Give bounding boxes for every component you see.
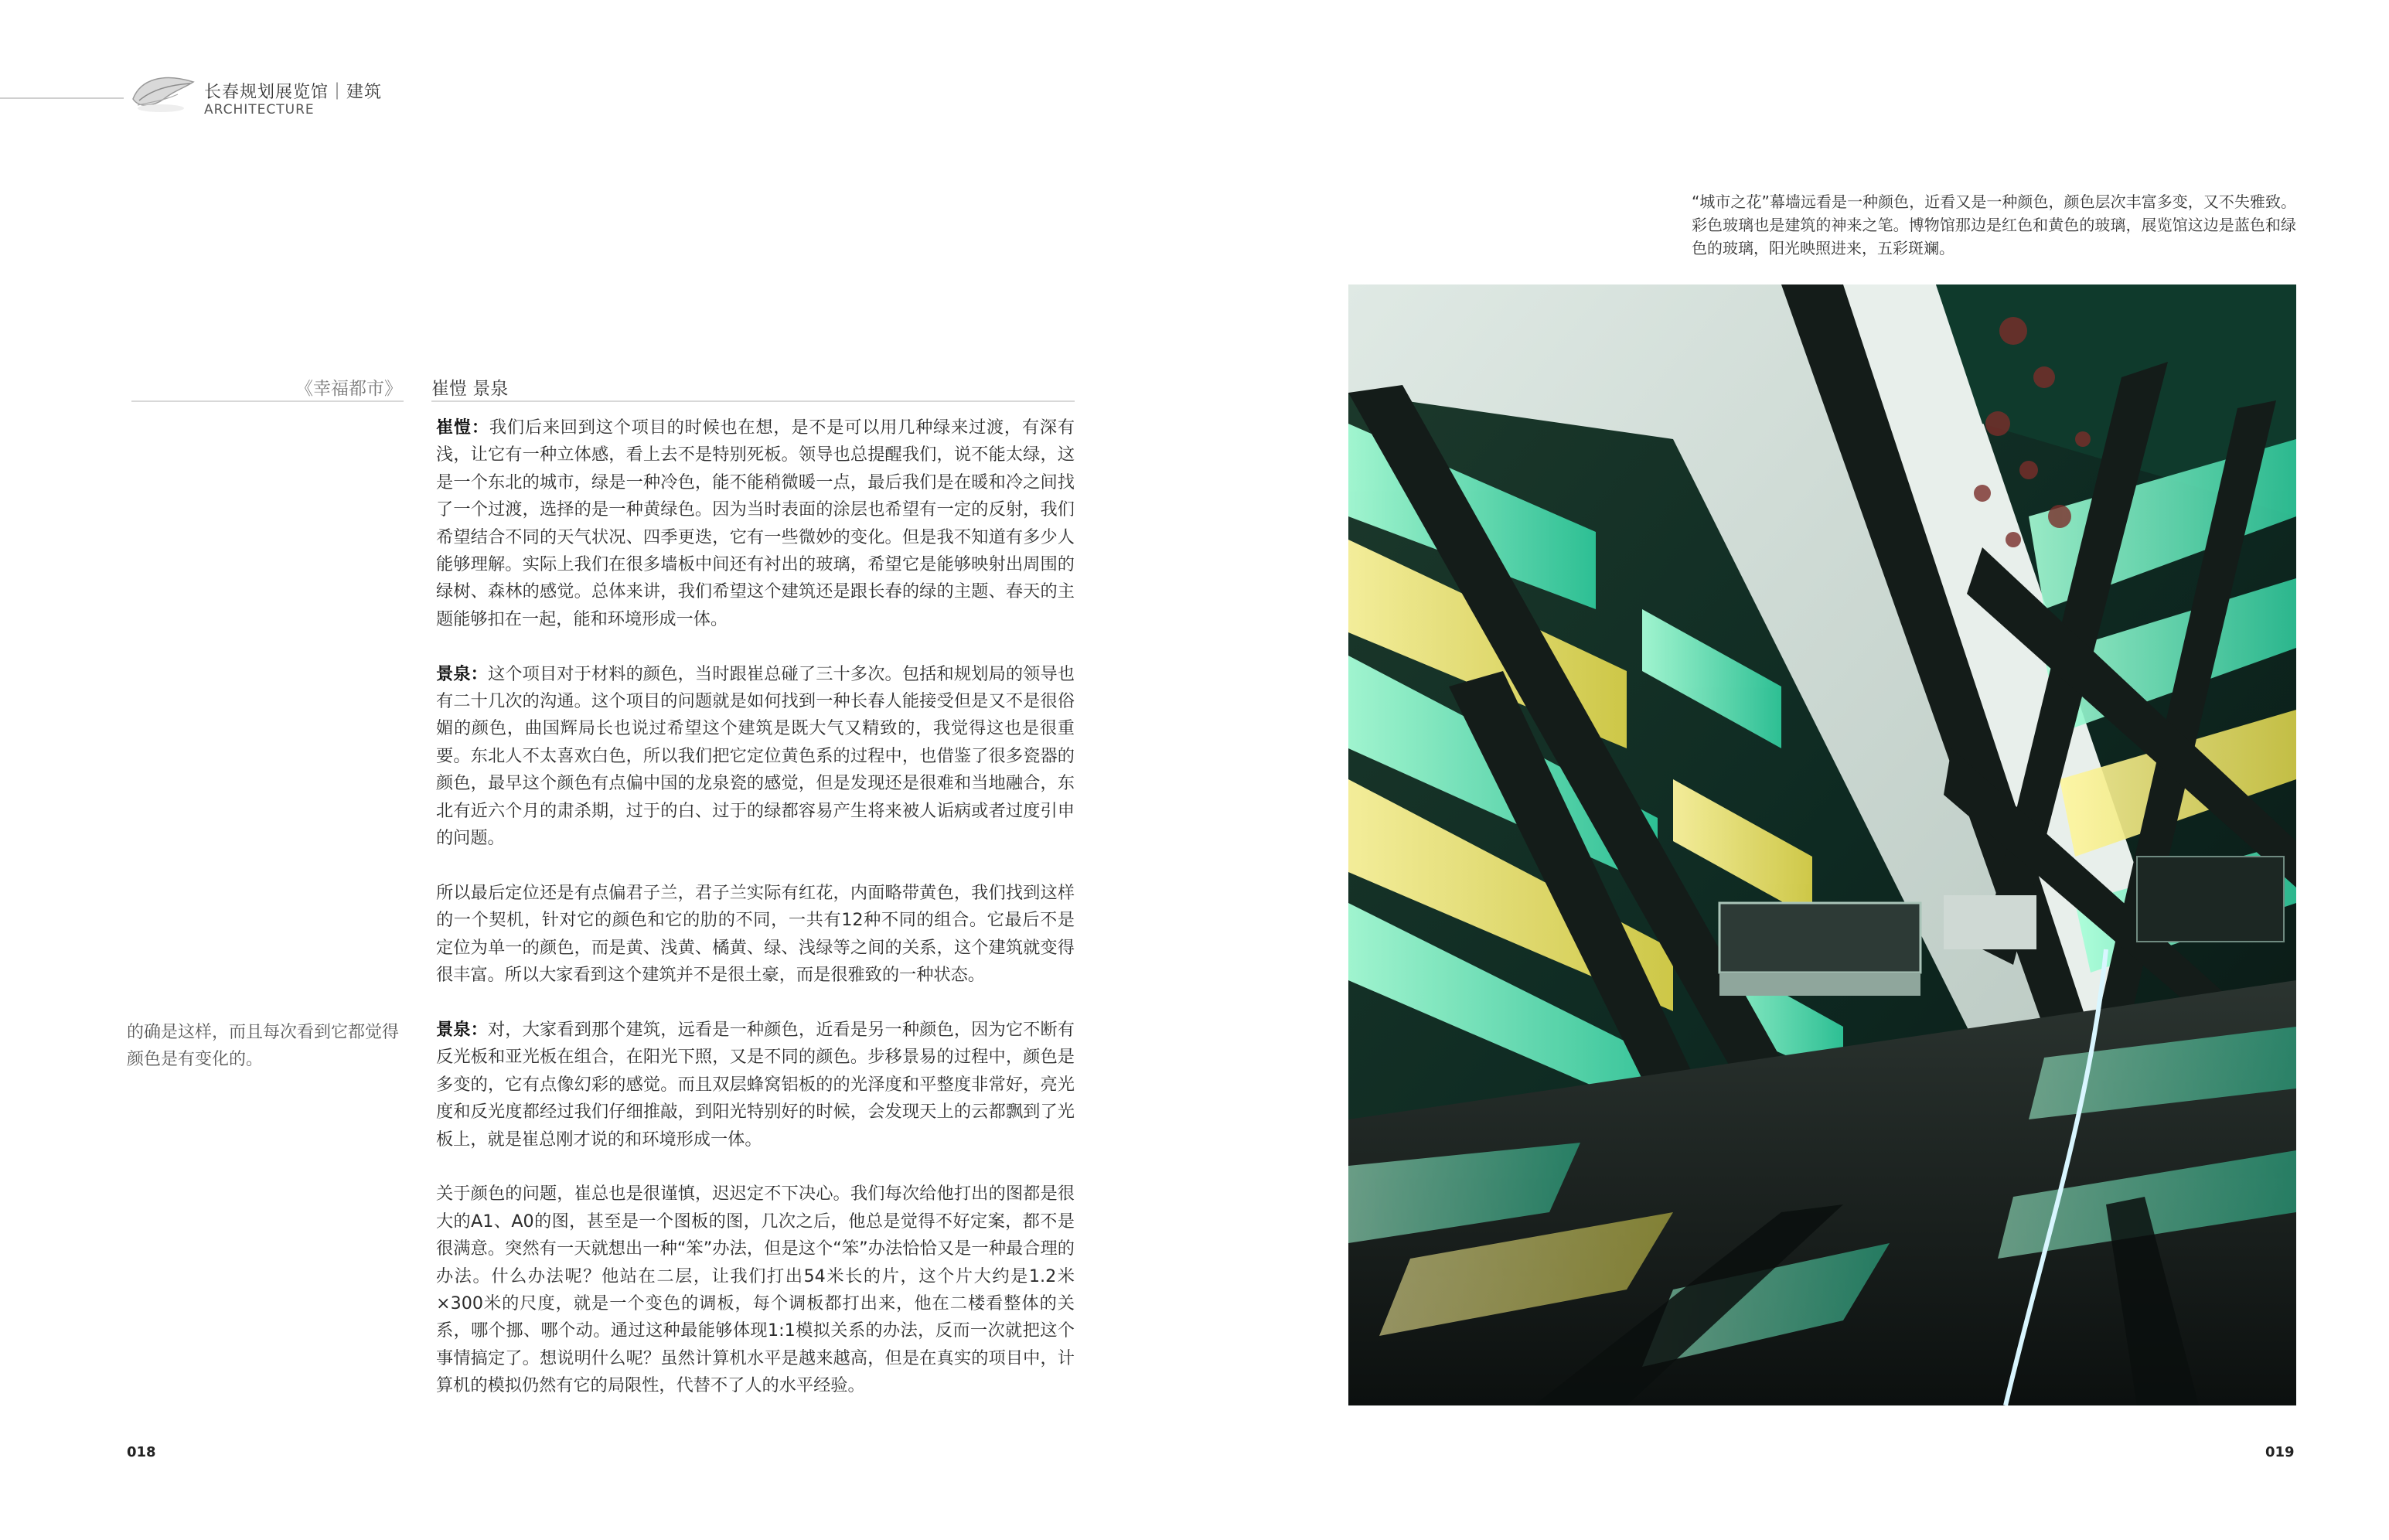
page-number-right: 019 [2265,1444,2295,1460]
paragraph-text: 我们后来回到这个项目的时候也在想，是不是可以用几种绿来过渡，有深有浅，让它有一种立体感，看上去不是特别死板。领导也总提醒我们，说不能太绿，这是一个东北的城市，绿是一种冷色，能不能稍微暖一点，最后我们是在暖和冷之间找了一个过渡，选择的是一种黄绿色。因为当时表面的涂层也希望有一定的反射，我们希望结合不同的天气状况、四季更迭，它有一些微妙的变化。但是我不知道有多少人能够理解。实际上我们在很多墙板中间还有衬出的玻璃，希望它是能够映射出周围的绿树、森林的感觉。总体来讲，我们希望这个建筑还是跟长春的绿的主题、春天的主题能够扣在一起，能和环境形成一体。 [436,417,1075,629]
paragraph-text: 对，大家看到那个建筑，远看是一种颜色，近看是另一种颜色，因为它不断有反光板和亚光板在组合，在阳光下照，又是不同的颜色。步移景易的过程中，颜色是多变的，它有点像幻彩的感觉。而且双层蜂窝铝板的的光泽度和平整度非常好，亮光度和反光度都经过我们仔细推敲，到阳光特别好的时候，会发现天上的云都飘到了光板上，就是崔总刚才说的和环境形成一体。 [436,1019,1075,1150]
paragraph [436,1181,1075,1399]
paragraph-text: 关于颜色的问题，崔总也是很谨慎，迟迟定不下决心。我们每次给他打出的图都是很大的A1、A0的图，甚至是一个图板的图，几次之后，他总是觉得不好定案，都不是很满意。突然有一天就想出一种“笨”办法，但是这个“笨”办法恰恰又是一种最合理的办法。什么办法呢？他站在二层，让我们打出54米长的片，这个片大约是1.2米×300米的尺度，就是一个变色的调板，每个调板都打出来，他在二楼看整体的关系，哪个挪、哪个动。通过这种最能够体现1:1模拟关系的办法，反而一次就把这个事情搞定了。想说明什么呢？虽然计算机水平是越来越高，但是在真实的项目中，计算机的模拟仍然有它的局限性，代替不了人的水平经验。 [436,1184,1075,1396]
paragraph [436,414,1075,633]
paragraph-text: 这个项目对于材料的颜色，当时跟崔总碰了三十多次。包括和规划局的领导也有二十几次的沟通。这个项目的问题就是如何找到一种长春人能接受但是又不是很俗媚的颜色，曲国辉局长也说过希望这个建筑是既大气又精致的，我觉得这也是很重要。东北人不太喜欢白色，所以我们把它定位黄色系的过程中，也借鉴了很多瓷器的颜色，最早这个颜色有点偏中国的龙泉瓷的感觉，但是发现还是很难和当地融合，东北有近六个月的肃杀期，过于的白、过于的绿都容易产生将来被人诟病或者过度引申的问题。 [436,663,1075,849]
authors-rule [431,400,1075,402]
article-authors: 崔愷 景泉 [431,379,509,399]
page-number-left: 018 [127,1444,156,1460]
title-rule [131,400,404,402]
paragraph [436,661,1075,853]
paragraph [436,880,1075,990]
shell-logo-icon [130,68,196,116]
header-title: 长春规划展览馆｜建筑 [204,83,383,102]
side-quote: 的确是这样，而且每次看到它都觉得颜色是有变化的。 [127,1023,400,1069]
header-subtitle: ARCHITECTURE [204,102,315,118]
header-rule [0,97,124,99]
paragraph [436,1017,1075,1153]
photo-caption: “城市之花”幕墙远看是一种颜色，近看又是一种颜色，颜色层次丰富多变，又不失雅致。彩色玻璃也是建筑的神来之笔。博物馆那边是红色和黄色的玻璃，展览馆这边是蓝色和绿色的玻璃，阳光映照进来，五彩斑斓。 [1692,192,2296,257]
speaker-label: 崔愷： [436,417,489,438]
paragraph-text: 所以最后定位还是有点偏君子兰，君子兰实际有红花，内面略带黄色，我们找到这样的一个契机，针对它的颜色和它的肋的不同，一共有12种不同的组合。它最后不是定位为单一的颜色，而是黄、浅黄、橘黄、绿、浅绿等之间的关系，这个建筑就变得很丰富。所以大家看到这个建筑并不是很土豪，而是很雅致的一种状态。 [436,882,1075,986]
article-body [436,414,1075,1427]
atrium-photo [1348,284,2296,1405]
speaker-label: 景泉： [436,1019,488,1040]
speaker-label: 景泉： [436,663,488,684]
book-title: 《幸福都市》 [295,379,402,399]
